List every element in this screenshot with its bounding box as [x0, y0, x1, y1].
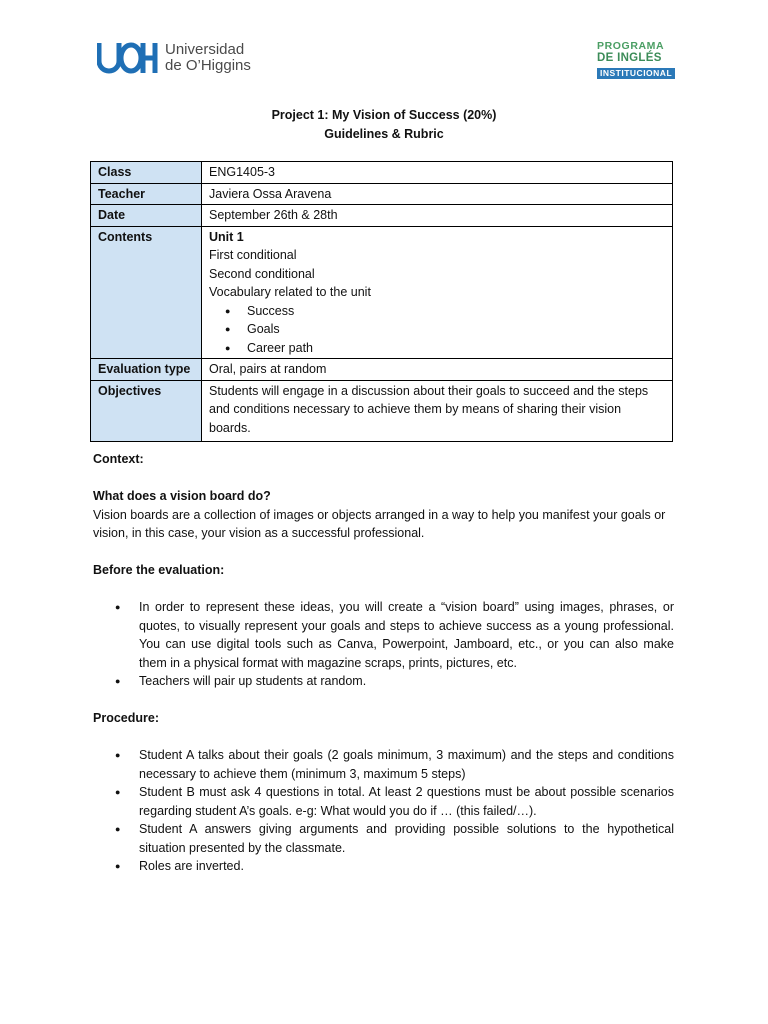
contents-value [202, 226, 673, 359]
list-item: ● Student B must ask 4 questions in total. At least 2 questions must be about possible scenarios regarding student A’s goals. e-g: What would you do if … (this failed/…). [139, 783, 674, 820]
vision-board-paragraph: Vision boards are a collection of images or objects arranged in a way to help you manifest your goals or vision, in this case, your vision as a successful professional. [93, 507, 666, 540]
vision-board-question: What does a vision board do? [93, 489, 271, 503]
contents-line: Vocabulary related to the unit [209, 285, 371, 299]
table-row [91, 226, 673, 359]
class-label: Class [91, 162, 202, 184]
evaluation-type-label: Evaluation type [91, 359, 202, 381]
before-evaluation-heading: Before the evaluation: [93, 563, 225, 577]
table-row [91, 205, 673, 227]
list-item: ● In order to represent these ideas, you will create a “vision board” using images, phrases, or quotes, to visually represent your goals and steps to achieve success as a young professional. You can use digital tools such as Canva, Powerpoint, Jamboard, etc., or you can also make them in a physical format with magazine scraps, prints, pictures, etc. [139, 598, 674, 672]
course-info-table [90, 161, 673, 442]
contents-unit: Unit 1 [209, 229, 244, 244]
teacher-label: Teacher [91, 183, 202, 205]
context-heading: Context: [93, 452, 144, 466]
list-item: ● Teachers will pair up students at random. [139, 672, 674, 691]
programa-ingles-logo [597, 40, 675, 79]
programa-logo-line1: PROGRAMA [597, 40, 665, 52]
page-subtitle: Guidelines & Rubric [324, 127, 444, 141]
table-row [91, 162, 673, 184]
contents-line: Second conditional [209, 266, 315, 281]
teacher-value: Javiera Ossa Aravena [202, 183, 673, 205]
list-item: ● Student A talks about their goals (2 goals minimum, 3 maximum) and the steps and conditions necessary to achieve them (minimum 3, maximum 5 steps) [139, 746, 674, 783]
document-body [93, 450, 674, 876]
list-item: ● Roles are inverted. [139, 857, 674, 876]
contents-bullet: ● Goals [247, 320, 665, 339]
contents-bullet: ● Success [247, 302, 665, 321]
table-row [91, 380, 673, 442]
procedure-heading: Procedure: [93, 711, 159, 725]
contents-label: Contents [91, 226, 202, 359]
programa-logo-line2: DE INGLÉS [597, 52, 662, 64]
date-value: September 26th & 28th [202, 205, 673, 227]
document-titles [0, 106, 768, 144]
universidad-ohiggins-logo [97, 40, 251, 76]
date-label: Date [91, 205, 202, 227]
contents-bullet-list [209, 302, 665, 358]
table-row [91, 359, 673, 381]
procedure-list [93, 746, 674, 876]
class-value: ENG1405-3 [202, 162, 673, 184]
uoh-logo-icon [97, 40, 159, 76]
contents-line: First conditional [209, 248, 297, 262]
objectives-label: Objectives [91, 380, 202, 442]
evaluation-type-value: Oral, pairs at random [202, 359, 673, 381]
contents-bullet: ● Career path [247, 339, 665, 358]
list-item: ● Student A answers giving arguments and providing possible solutions to the hypothetical situation presented by the classmate. [139, 820, 674, 857]
programa-logo-line3: INSTITUCIONAL [597, 68, 675, 79]
uoh-logo-line1: Universidad [165, 41, 245, 58]
uoh-logo-mark [97, 40, 159, 76]
page-title: Project 1: My Vision of Success (20%) [271, 108, 497, 122]
table-row [91, 183, 673, 205]
before-evaluation-list [93, 598, 674, 691]
objectives-value: Students will engage in a discussion about their goals to succeed and the steps and conditions necessary to achieve them by means of sharing their vision boards. [202, 380, 673, 442]
uoh-logo-line2: de O’Higgins [165, 57, 251, 74]
uoh-logo-text [165, 42, 251, 74]
